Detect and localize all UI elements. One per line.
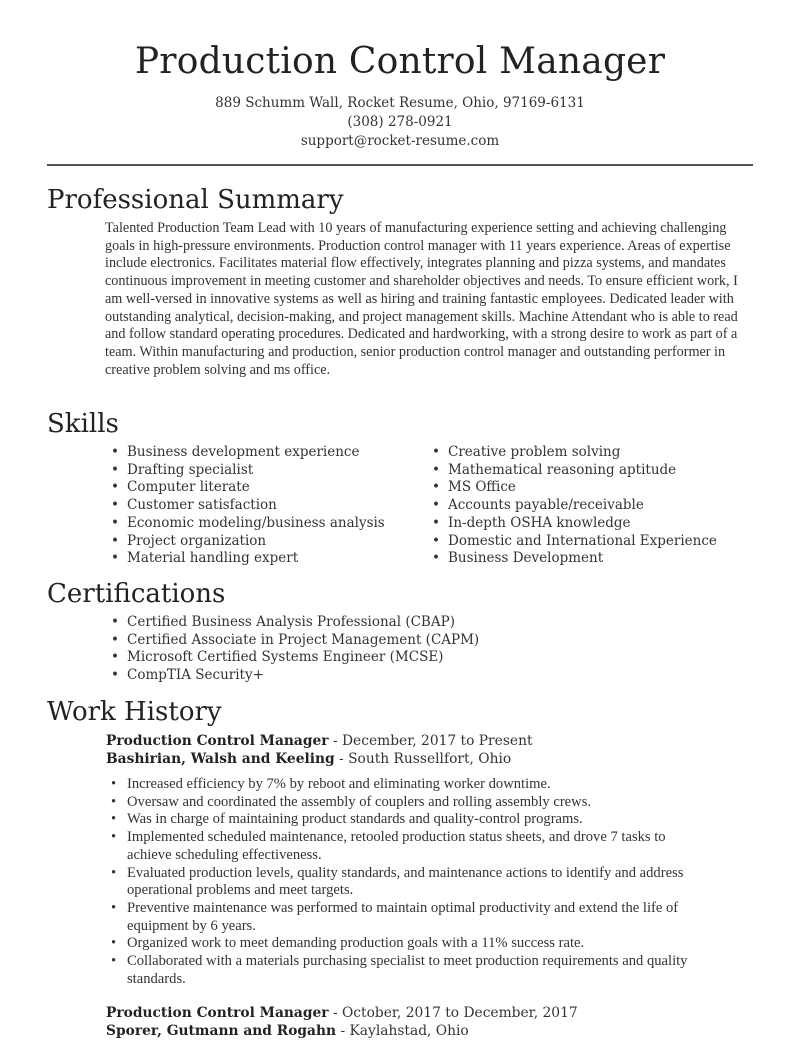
skill-item: • In-depth OSHA knowledge (432, 515, 753, 533)
header-divider (47, 164, 753, 166)
contact-info (0, 94, 800, 151)
job-dates: - December, 2017 to Present (328, 733, 533, 749)
phone: (308) 278-0921 (347, 114, 453, 130)
job-title-line (106, 1004, 753, 1022)
job-bullet: • Was in charge of maintaining product standards and quality-control programs. (111, 811, 753, 829)
skill-item: • Drafting specialist (111, 462, 432, 480)
skills-list-right (432, 444, 753, 568)
certification-item: • Certified Business Analysis Professional (CBAP) (111, 614, 753, 632)
skill-item: • Business development experience (111, 444, 432, 462)
job-location: - South Russellfort, Ohio (334, 751, 512, 767)
certification-item: • Microsoft Certified Systems Engineer (MCSE) (111, 649, 753, 667)
job-entry (106, 732, 753, 988)
email: support@rocket-resume.com (300, 133, 500, 149)
candidate-name: Production Control Manager (134, 41, 666, 82)
certifications-section (47, 578, 753, 685)
skill-item: • Creative problem solving (432, 444, 753, 462)
professional-summary-section (47, 184, 753, 379)
resume-header (0, 0, 800, 151)
address: 889 Schumm Wall, Rocket Resume, Ohio, 97169-6131 (215, 95, 585, 111)
job-company-line (106, 1022, 753, 1040)
skill-item: • MS Office (432, 479, 753, 497)
skill-item: • Business Development (432, 550, 753, 568)
job-bullet: • Implemented scheduled maintenance, retooled production status sheets, and drove 7 tasks to achieve scheduling effectiveness. (111, 829, 753, 864)
summary-text: Talented Production Team Lead with 10 years of manufacturing experience setting and achieving challenging goals in high-pressure environments. Production control manager with 11 years experience. Areas of expertise include electronics. Facilitates material flow effectively, integrates planning and pizza systems, and mandates continuous improvement in meeting customer and shareholder objectives and needs. To ensure efficient work, I am well-versed in innovative systems as well as hiring and training fantastic employees. Dedicated leader with outstanding analytical, decision-making, and project management skills. Machine Attendant who is able to read and follow standard operating procedures. Dedicated and hardworking, with a strong desire to work as part of a team. Within manufacturing and production, senior production control manager and outstanding performer in creative problem solving and ms office. (105, 220, 738, 378)
skill-item: • Computer literate (111, 479, 432, 497)
skill-item: • Economic modeling/business analysis (111, 515, 432, 533)
job-company: Bashirian, Walsh and Keeling (106, 751, 335, 767)
job-bullet: • Collaborated with a materials purchasing specialist to meet production requirements and quality standards. (111, 953, 753, 988)
job-title: Production Control Manager (106, 733, 329, 749)
skill-item: • Material handling expert (111, 550, 432, 568)
skill-item: • Project organization (111, 533, 432, 551)
job-company-line (106, 750, 753, 768)
certification-item: • CompTIA Security+ (111, 667, 753, 685)
section-title-certifications: Certifications (47, 579, 226, 609)
section-title-skills: Skills (47, 409, 119, 439)
work-history-section (47, 696, 753, 1040)
job-company: Sporer, Gutmann and Rogahn (106, 1023, 337, 1040)
skill-item: • Mathematical reasoning aptitude (432, 462, 753, 480)
job-title-line (106, 732, 753, 750)
skill-item: • Customer satisfaction (111, 497, 432, 515)
skills-grid (111, 444, 753, 568)
job-bullets (111, 776, 753, 988)
section-title-work-history: Work History (47, 697, 222, 727)
job-title: Production Control Manager (106, 1005, 329, 1022)
job-bullet: • Oversaw and coordinated the assembly of couplers and rolling assembly crews. (111, 794, 753, 812)
job-bullet: • Preventive maintenance was performed to maintain optimal productivity and extend the life of equipment by 6 years. (111, 900, 753, 935)
job-bullet: • Increased efficiency by 7% by reboot and eliminating worker downtime. (111, 776, 753, 794)
skill-item: • Accounts payable/receivable (432, 497, 753, 515)
section-title-summary: Professional Summary (47, 185, 344, 215)
job-bullet: • Organized work to meet demanding production goals with a 11% success rate. (111, 935, 753, 953)
skills-list-left (111, 444, 432, 568)
job-dates: - October, 2017 to December, 2017 (328, 1005, 578, 1022)
job-bullet: • Evaluated production levels, quality standards, and maintenance actions to identify and address operational problems and meet targets. (111, 865, 753, 900)
certification-item: • Certified Associate in Project Management (CAPM) (111, 632, 753, 650)
certifications-list (111, 614, 753, 685)
job-location: - Kaylahstad, Ohio (336, 1023, 469, 1040)
skills-section (47, 408, 753, 568)
skill-item: • Domestic and International Experience (432, 533, 753, 551)
